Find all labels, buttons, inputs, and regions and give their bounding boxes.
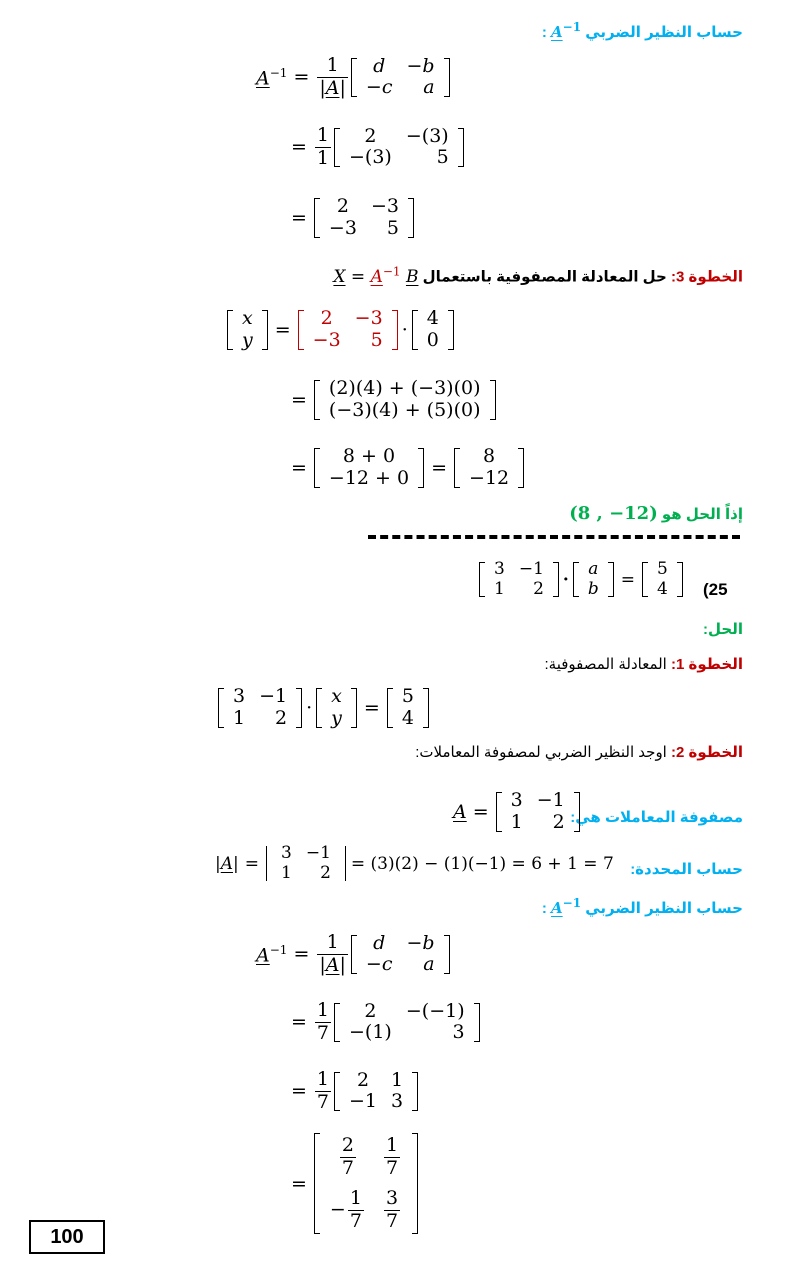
determinant-label: حساب المحددة:: [630, 861, 743, 878]
page-number: 100: [29, 1220, 105, 1254]
inverse-substituted-2: = $\frac{1}{7}$ 2 −(−1) −(1) 3: [285, 1000, 481, 1045]
inverse-heading: حساب النظير الضربي $A^{-1}$ :: [541, 20, 743, 41]
inverse-heading-2: حساب النظير الضربي $A^{-1}$ :: [541, 896, 743, 917]
determinant-expression: |A| = 3 −1 1 2 = (3)(2) − (1)(−1) = 6 + 1 = 7: [215, 843, 614, 883]
solution-heading: الحل:: [703, 621, 743, 638]
matrix-equation: 3 −1 1 2 · x y = 5 4: [217, 686, 430, 730]
coef-matrix-label: مصفوفة المعاملات هي:: [570, 809, 743, 826]
inverse-substituted: = $\frac{1}{1}$ 2 −(3) −(3) 5: [285, 125, 465, 170]
inverse-formula-2: $A^{-1}$ = $\frac{1}{|A|}$ d −b −c a: [256, 932, 451, 977]
step3-line: الخطوة 3: حل المعادلة المصفوفية باستعمال $X = A^{-1}$ B: [333, 264, 743, 287]
problem-number: (25: [703, 580, 728, 599]
inverse-simplified-2: = $\frac{1}{7}$ 2 1 −1 3: [285, 1069, 419, 1114]
multiplication-result: = 8 + 0 −12 + 0 = 8 −12: [285, 446, 525, 490]
section-divider: [368, 535, 740, 539]
step2-line: الخطوة 2: اوجد النظير الضربي لمصفوفة المعاملات:: [415, 744, 743, 761]
coef-matrix: A = 3 −1 1 2: [453, 790, 581, 834]
inverse-simplified: = 2 −3 −3 5: [285, 196, 415, 240]
inverse-formula: $A^{-1}$ = $\frac{1}{|A|}$ d −b −c a: [256, 55, 451, 100]
problem-25-equation: 3 −1 1 2 · a b = 5 4: [478, 560, 684, 599]
inverse-fraction-matrix: = $\frac{2}{7}$ $\frac{1}{7}$ − $\frac{1}{7}$ $\frac{3}{7}$: [285, 1131, 419, 1236]
multiplication-expanded: = (2)(4) + (−3)(0) (−3)(4) + (5)(0): [285, 378, 497, 422]
step1-line: الخطوة 1: المعادلة المصفوفية:: [544, 656, 743, 673]
solution-line: إذاً الحل هو (8 , −12): [569, 503, 743, 524]
matrix-multiplication: x y = 2 −3 −3 5 · 4 0: [226, 308, 455, 352]
